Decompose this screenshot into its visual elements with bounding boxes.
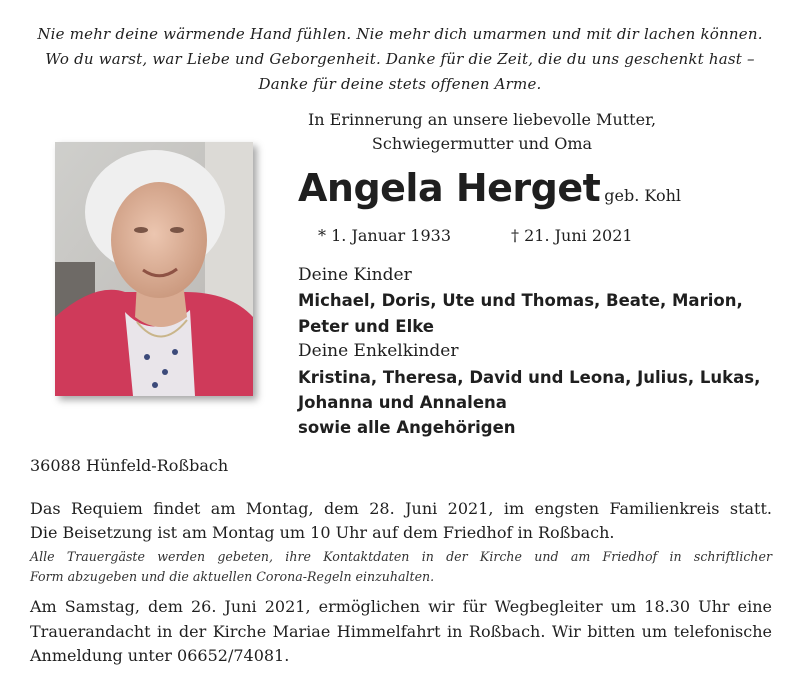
intro-line-2: Schwiegermutter und Oma — [371, 134, 593, 153]
poem-line: Nie mehr deine wärmende Hand fühlen. Nie mehr dich umarmen und mit dir lachen können. — [37, 25, 763, 43]
deceased-heading — [298, 166, 681, 210]
children-label: Deine Kinder — [298, 265, 412, 285]
intro-line-1: In Erinnerung an unsere liebevolle Mutter, — [307, 110, 657, 129]
prayer-service-info — [30, 595, 772, 669]
death-date: † 21. Juni 2021 — [511, 226, 633, 245]
children-names: Peter und Elke — [298, 316, 434, 336]
poem — [20, 22, 780, 97]
address: 36088 Hünfeld-Roßbach — [30, 456, 229, 475]
requiem-line: Die Beisetzung ist am Montag um 10 Uhr auf dem Friedhof in Roßbach. — [30, 523, 615, 542]
requiem-line: Das Requiem findet am Montag, dem 28. Juni 2021, im engsten Familienkreis statt. — [30, 499, 772, 518]
andacht-line: Am Samstag, dem 26. Juni 2021, ermöglichen wir für Wegbegleiter um 18.30 Uhr eine — [30, 597, 772, 616]
portrait-photo — [55, 142, 253, 396]
corona-notice — [30, 547, 772, 587]
grandchildren-names: Kristina, Theresa, David und Leona, Julius, Lukas, — [298, 367, 761, 387]
mourners-list — [298, 263, 788, 441]
maiden-name: geb. Kohl — [604, 186, 681, 205]
andacht-line: Anmeldung unter 06652/74081. — [30, 646, 290, 665]
portrait-illustration — [55, 142, 253, 396]
corona-line: Alle Trauergäste werden gebeten, ihre Kontaktdaten in der Kirche und am Friedhof in schriftlicher — [30, 549, 772, 564]
children-names: Michael, Doris, Ute und Thomas, Beate, Marion, — [298, 291, 743, 311]
corona-line: Form abzugeben und die aktuellen Corona-Regeln einzuhalten. — [30, 569, 435, 584]
life-dates — [318, 226, 633, 245]
intro-text — [282, 108, 682, 156]
andacht-line: Trauerandacht in der Kirche Mariae Himmelfahrt in Roßbach. Wir bitten um telefonische — [30, 621, 772, 641]
requiem-info — [30, 497, 772, 545]
grandchildren-label: Deine Enkelkinder — [298, 341, 459, 362]
grandchildren-names: Johanna und Annalena — [298, 393, 507, 413]
poem-line: Wo du warst, war Liebe und Geborgenheit. Danke für die Zeit, die du uns geschenkt hast – — [45, 50, 755, 68]
birth-date: * 1. Januar 1933 — [318, 226, 451, 245]
poem-line: Danke für deine stets offenen Arme. — [258, 75, 542, 93]
relatives-line: sowie alle Angehörigen — [298, 418, 516, 438]
deceased-name: Angela Herget — [298, 166, 601, 210]
